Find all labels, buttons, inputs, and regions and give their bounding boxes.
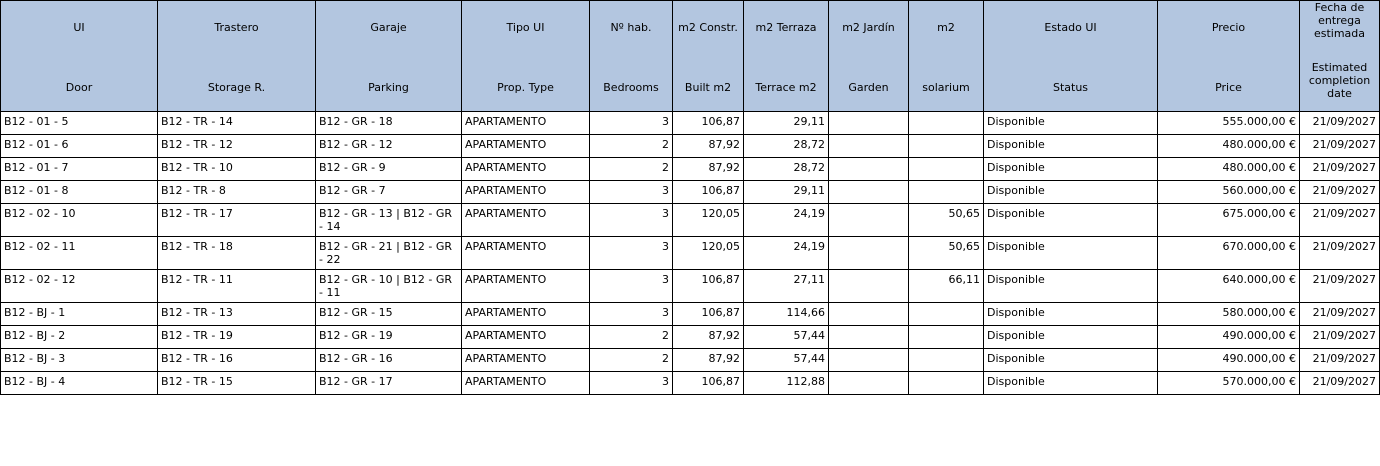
cell-completion-date: 21/09/2027 (1300, 135, 1380, 158)
cell-solarium (909, 303, 984, 326)
cell-price: 480.000,00 € (1158, 158, 1300, 181)
header-label-en: Built m2 (684, 81, 732, 94)
cell-built-m2: 87,92 (673, 349, 744, 372)
cell-completion-date: 21/09/2027 (1300, 372, 1380, 395)
cell-bedrooms: 2 (590, 349, 673, 372)
cell-garden (829, 326, 909, 349)
header-label-en: Bedrooms (603, 81, 659, 94)
header-label-en: Storage R. (207, 81, 266, 94)
cell-price: 490.000,00 € (1158, 349, 1300, 372)
cell-parking: B12 - GR - 18 (316, 112, 462, 135)
cell-status: Disponible (984, 372, 1158, 395)
header-label-es: Precio (1211, 21, 1246, 34)
cell-completion-date: 21/09/2027 (1300, 326, 1380, 349)
cell-completion-date: 21/09/2027 (1300, 270, 1380, 303)
cell-completion-date: 21/09/2027 (1300, 112, 1380, 135)
cell-terrace-m2: 57,44 (744, 326, 829, 349)
cell-bedrooms: 2 (590, 326, 673, 349)
header-label-en: Terrace m2 (755, 81, 817, 94)
cell-terrace-m2: 27,11 (744, 270, 829, 303)
header-label-en: solarium (922, 81, 970, 94)
cell-bedrooms: 2 (590, 135, 673, 158)
cell-storage: B12 - TR - 10 (158, 158, 316, 181)
cell-prop-type: APARTAMENTO (462, 326, 590, 349)
cell-parking: B12 - GR - 16 (316, 349, 462, 372)
cell-prop-type: APARTAMENTO (462, 349, 590, 372)
cell-door: B12 - 02 - 10 (1, 204, 158, 237)
column-header-bedrooms[interactable] (590, 1, 673, 112)
cell-status: Disponible (984, 270, 1158, 303)
header-label-es: Garaje (370, 21, 407, 34)
cell-prop-type: APARTAMENTO (462, 158, 590, 181)
cell-prop-type: APARTAMENTO (462, 372, 590, 395)
table-row[interactable] (1, 270, 1380, 303)
cell-parking: B12 - GR - 19 (316, 326, 462, 349)
cell-door: B12 - BJ - 4 (1, 372, 158, 395)
cell-built-m2: 106,87 (673, 303, 744, 326)
cell-completion-date: 21/09/2027 (1300, 204, 1380, 237)
cell-parking: B12 - GR - 21 | B12 - GR - 22 (316, 237, 462, 270)
cell-storage: B12 - TR - 11 (158, 270, 316, 303)
cell-bedrooms: 3 (590, 204, 673, 237)
cell-bedrooms: 3 (590, 270, 673, 303)
cell-status: Disponible (984, 326, 1158, 349)
cell-prop-type: APARTAMENTO (462, 303, 590, 326)
cell-prop-type: APARTAMENTO (462, 204, 590, 237)
cell-bedrooms: 3 (590, 372, 673, 395)
cell-status: Disponible (984, 303, 1158, 326)
header-label-es: m2 Constr. (678, 21, 738, 34)
header-label-en: Door (65, 81, 93, 94)
column-header-storage[interactable] (158, 1, 316, 112)
column-header-parking[interactable] (316, 1, 462, 112)
header-label-es: m2 Jardín (842, 21, 895, 34)
cell-parking: B12 - GR - 12 (316, 135, 462, 158)
header-label-es: Trastero (214, 21, 259, 34)
cell-solarium (909, 158, 984, 181)
cell-terrace-m2: 114,66 (744, 303, 829, 326)
table-row[interactable] (1, 237, 1380, 270)
header-label-es: m2 (937, 21, 955, 34)
cell-storage: B12 - TR - 12 (158, 135, 316, 158)
column-header-status[interactable] (984, 1, 1158, 112)
cell-terrace-m2: 24,19 (744, 204, 829, 237)
column-header-garden[interactable] (829, 1, 909, 112)
cell-garden (829, 135, 909, 158)
table-row[interactable] (1, 181, 1380, 204)
cell-completion-date: 21/09/2027 (1300, 181, 1380, 204)
cell-bedrooms: 3 (590, 237, 673, 270)
cell-terrace-m2: 57,44 (744, 349, 829, 372)
cell-solarium (909, 372, 984, 395)
header-label-en: Parking (368, 81, 409, 94)
cell-status: Disponible (984, 112, 1158, 135)
cell-door: B12 - 02 - 11 (1, 237, 158, 270)
cell-garden (829, 349, 909, 372)
cell-solarium: 50,65 (909, 204, 984, 237)
header-label-es: Estado UI (1044, 21, 1097, 34)
cell-built-m2: 106,87 (673, 112, 744, 135)
cell-terrace-m2: 28,72 (744, 135, 829, 158)
cell-prop-type: APARTAMENTO (462, 135, 590, 158)
cell-prop-type: APARTAMENTO (462, 112, 590, 135)
cell-prop-type: APARTAMENTO (462, 237, 590, 270)
cell-door: B12 - 01 - 5 (1, 112, 158, 135)
cell-status: Disponible (984, 135, 1158, 158)
cell-price: 570.000,00 € (1158, 372, 1300, 395)
cell-built-m2: 106,87 (673, 181, 744, 204)
cell-built-m2: 106,87 (673, 270, 744, 303)
cell-parking: B12 - GR - 17 (316, 372, 462, 395)
cell-door: B12 - 02 - 12 (1, 270, 158, 303)
header-label-es: Nº hab. (610, 21, 652, 34)
cell-parking: B12 - GR - 15 (316, 303, 462, 326)
cell-price: 555.000,00 € (1158, 112, 1300, 135)
cell-door: B12 - 01 - 6 (1, 135, 158, 158)
cell-built-m2: 106,87 (673, 372, 744, 395)
column-header-terrace-m2[interactable] (744, 1, 829, 112)
cell-status: Disponible (984, 181, 1158, 204)
column-header-built-m2[interactable] (673, 1, 744, 112)
column-header-solarium[interactable] (909, 1, 984, 112)
cell-completion-date: 21/09/2027 (1300, 303, 1380, 326)
table-row[interactable] (1, 158, 1380, 181)
cell-built-m2: 120,05 (673, 237, 744, 270)
cell-door: B12 - BJ - 2 (1, 326, 158, 349)
cell-storage: B12 - TR - 8 (158, 181, 316, 204)
cell-solarium (909, 181, 984, 204)
cell-completion-date: 21/09/2027 (1300, 237, 1380, 270)
cell-parking: B12 - GR - 9 (316, 158, 462, 181)
cell-door: B12 - BJ - 1 (1, 303, 158, 326)
cell-solarium (909, 112, 984, 135)
cell-storage: B12 - TR - 13 (158, 303, 316, 326)
cell-price: 480.000,00 € (1158, 135, 1300, 158)
table-body (1, 112, 1380, 395)
cell-built-m2: 87,92 (673, 135, 744, 158)
cell-solarium (909, 326, 984, 349)
table-row[interactable] (1, 135, 1380, 158)
cell-completion-date: 21/09/2027 (1300, 349, 1380, 372)
cell-solarium: 50,65 (909, 237, 984, 270)
table-row[interactable] (1, 372, 1380, 395)
cell-solarium: 66,11 (909, 270, 984, 303)
cell-price: 670.000,00 € (1158, 237, 1300, 270)
cell-prop-type: APARTAMENTO (462, 181, 590, 204)
cell-door: B12 - BJ - 3 (1, 349, 158, 372)
header-label-es: Tipo UI (506, 21, 545, 34)
column-header-completion-date[interactable] (1300, 1, 1380, 112)
header-label-en: Estimated completion date (1308, 61, 1371, 100)
cell-price: 675.000,00 € (1158, 204, 1300, 237)
cell-solarium (909, 135, 984, 158)
table-row[interactable] (1, 204, 1380, 237)
header-label-en: Garden (848, 81, 889, 94)
table-row[interactable] (1, 303, 1380, 326)
cell-status: Disponible (984, 237, 1158, 270)
cell-garden (829, 372, 909, 395)
cell-status: Disponible (984, 158, 1158, 181)
table-row[interactable] (1, 112, 1380, 135)
cell-price: 560.000,00 € (1158, 181, 1300, 204)
cell-bedrooms: 3 (590, 181, 673, 204)
cell-parking: B12 - GR - 7 (316, 181, 462, 204)
header-label-es: UI (73, 21, 85, 34)
cell-solarium (909, 349, 984, 372)
cell-garden (829, 303, 909, 326)
column-header-price[interactable] (1158, 1, 1300, 112)
cell-prop-type: APARTAMENTO (462, 270, 590, 303)
cell-storage: B12 - TR - 17 (158, 204, 316, 237)
cell-completion-date: 21/09/2027 (1300, 158, 1380, 181)
cell-terrace-m2: 24,19 (744, 237, 829, 270)
cell-garden (829, 158, 909, 181)
cell-built-m2: 120,05 (673, 204, 744, 237)
cell-status: Disponible (984, 349, 1158, 372)
cell-price: 640.000,00 € (1158, 270, 1300, 303)
cell-storage: B12 - TR - 19 (158, 326, 316, 349)
header-label-en: Status (1052, 81, 1089, 94)
cell-garden (829, 237, 909, 270)
header-label-es: m2 Terraza (755, 21, 817, 34)
table-row[interactable] (1, 349, 1380, 372)
cell-price: 490.000,00 € (1158, 326, 1300, 349)
header-label-en: Price (1215, 81, 1242, 94)
cell-storage: B12 - TR - 14 (158, 112, 316, 135)
cell-terrace-m2: 29,11 (744, 181, 829, 204)
column-header-door[interactable] (1, 1, 158, 112)
cell-parking: B12 - GR - 13 | B12 - GR - 14 (316, 204, 462, 237)
cell-parking: B12 - GR - 10 | B12 - GR - 11 (316, 270, 462, 303)
table-row[interactable] (1, 326, 1380, 349)
cell-storage: B12 - TR - 15 (158, 372, 316, 395)
cell-storage: B12 - TR - 18 (158, 237, 316, 270)
cell-built-m2: 87,92 (673, 326, 744, 349)
header-row (1, 1, 1380, 112)
cell-terrace-m2: 29,11 (744, 112, 829, 135)
cell-storage: B12 - TR - 16 (158, 349, 316, 372)
cell-terrace-m2: 112,88 (744, 372, 829, 395)
header-label-en: Prop. Type (497, 81, 554, 94)
cell-bedrooms: 3 (590, 303, 673, 326)
cell-price: 580.000,00 € (1158, 303, 1300, 326)
cell-door: B12 - 01 - 7 (1, 158, 158, 181)
cell-door: B12 - 01 - 8 (1, 181, 158, 204)
cell-built-m2: 87,92 (673, 158, 744, 181)
cell-garden (829, 270, 909, 303)
cell-garden (829, 181, 909, 204)
cell-garden (829, 112, 909, 135)
cell-status: Disponible (984, 204, 1158, 237)
cell-garden (829, 204, 909, 237)
column-header-prop-type[interactable] (462, 1, 590, 112)
cell-bedrooms: 2 (590, 158, 673, 181)
cell-bedrooms: 3 (590, 112, 673, 135)
cell-terrace-m2: 28,72 (744, 158, 829, 181)
header-label-es: Fecha de entrega estimada (1313, 1, 1366, 40)
